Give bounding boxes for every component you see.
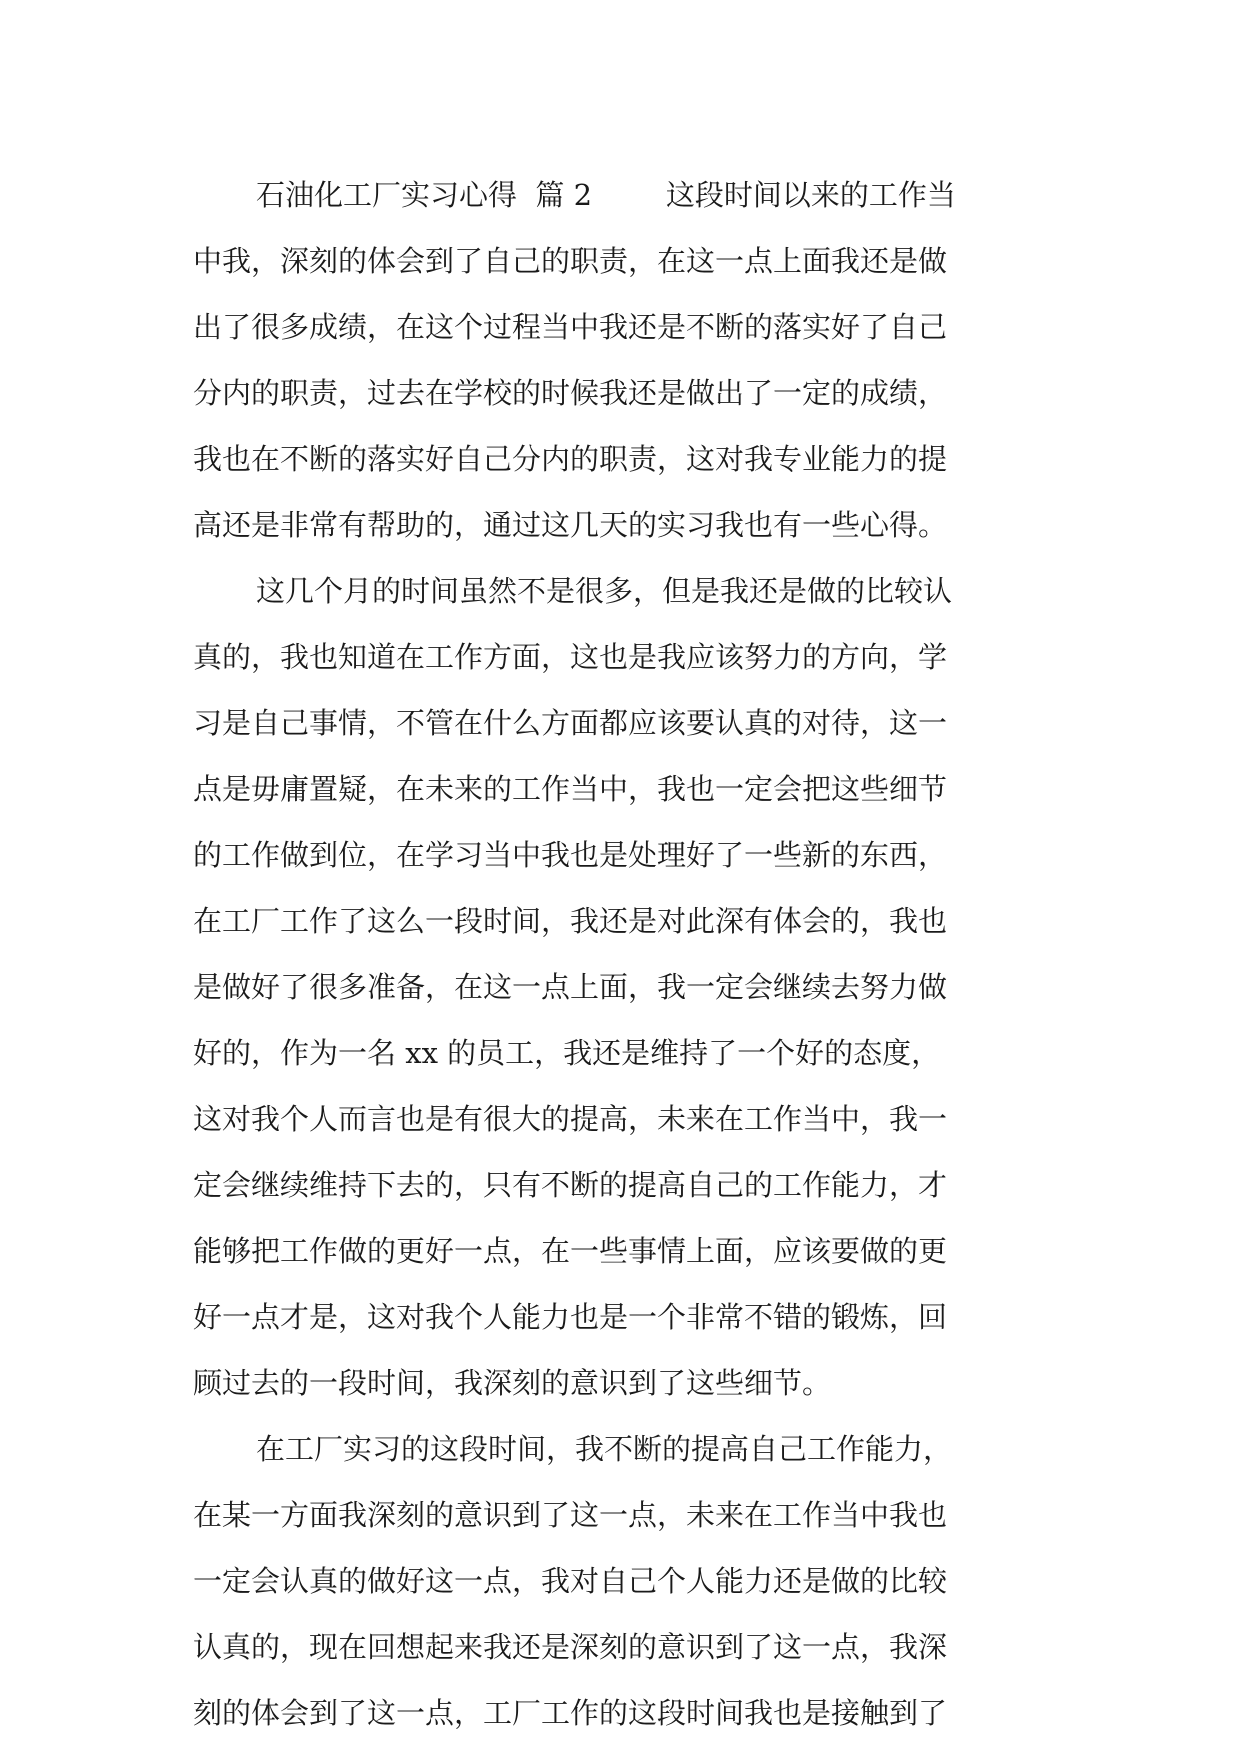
text-line: 我也在不断的落实好自己分内的职责，这对我专业能力的提 xyxy=(193,442,948,476)
text-line: 这对我个人而言也是有很大的提高，未来在工作当中，我一 xyxy=(193,1102,948,1136)
text-line: 是做好了很多准备，在这一点上面，我一定会继续去努力做 xyxy=(193,970,948,1004)
text-line: 好一点才是，这对我个人能力也是一个非常不错的锻炼，回 xyxy=(193,1300,948,1334)
text-line: 习是自己事情，不管在什么方面都应该要认真的对待，这一 xyxy=(193,706,948,740)
text-line: 在工厂实习的这段时间，我不断的提高自己工作能力， xyxy=(256,1432,953,1466)
document-body xyxy=(193,162,1055,1746)
text-line: 真的，我也知道在工作方面，这也是我应该努力的方向，学 xyxy=(193,640,948,674)
text-line: 定会继续维持下去的，只有不断的提高自己的工作能力，才 xyxy=(193,1168,948,1202)
text-line: 的工作做到位，在学习当中我也是处理好了一些新的东西， xyxy=(193,838,948,872)
text-line: 点是毋庸置疑，在未来的工作当中，我也一定会把这些细节 xyxy=(193,772,948,806)
text-line: 刻的体会到了这一点，工厂工作的这段时间我也是接触到了 xyxy=(193,1696,948,1730)
text-line: 一定会认真的做好这一点，我对自己个人能力还是做的比较 xyxy=(193,1564,948,1598)
text-line: 认真的，现在回想起来我还是深刻的意识到了这一点，我深 xyxy=(193,1630,948,1664)
text-line: 在某一方面我深刻的意识到了这一点，未来在工作当中我也 xyxy=(193,1498,948,1532)
text-line: 顾过去的一段时间，我深刻的意识到了这些细节。 xyxy=(193,1366,832,1400)
text-line: 这几个月的时间虽然不是很多，但是我还是做的比较认 xyxy=(256,574,953,608)
text-line: 高还是非常有帮助的，通过这几天的实习我也有一些心得。 xyxy=(193,508,948,542)
text-line: 能够把工作做的更好一点，在一些事情上面，应该要做的更 xyxy=(193,1234,948,1268)
text-line: 好的，作为一名 xx 的员工，我还是维持了一个好的态度， xyxy=(193,1036,941,1070)
text-line: 出了很多成绩，在这个过程当中我还是不断的落实好了自己 xyxy=(193,310,948,344)
text-line: 分内的职责，过去在学校的时候我还是做出了一定的成绩， xyxy=(193,376,948,410)
text-line: 在工厂工作了这么一段时间，我还是对此深有体会的，我也 xyxy=(193,904,948,938)
text-line: 中我，深刻的体会到了自己的职责，在这一点上面我还是做 xyxy=(193,244,948,278)
text-line: 石油化工厂实习心得 篇 2 这段时间以来的工作当 xyxy=(256,178,956,212)
